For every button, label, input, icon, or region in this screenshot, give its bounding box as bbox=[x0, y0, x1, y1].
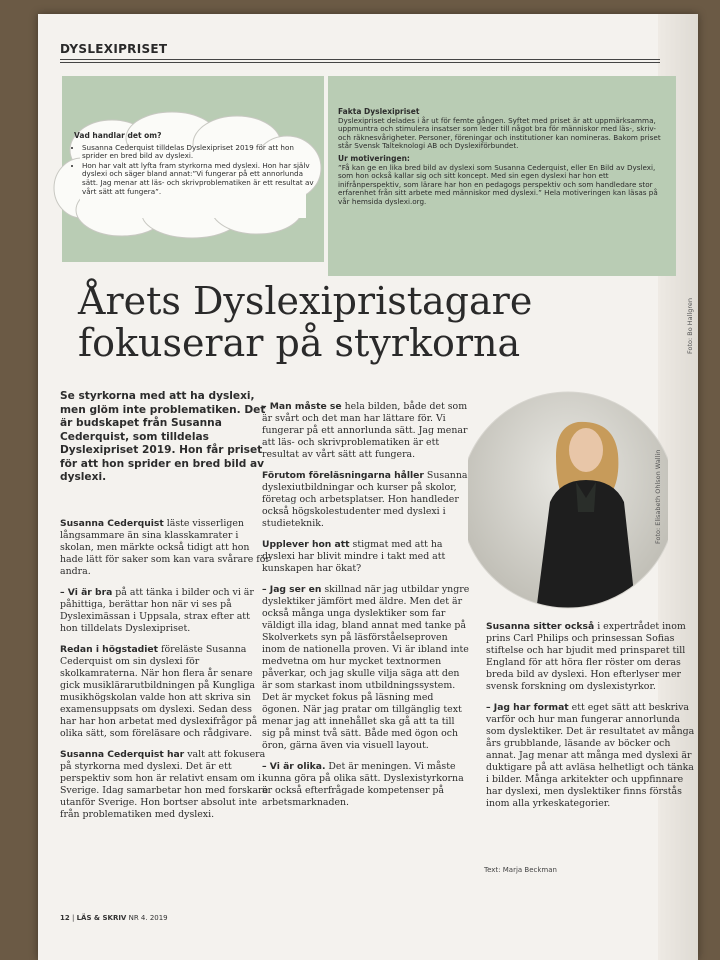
fakta-heading: Fakta Dyslexipriset bbox=[338, 107, 420, 116]
paragraph: – Man måste se hela bilden, både det som är svårt och det man har lättare för. Vi fungerar på ett annorlunda sätt. Jag menar att läs- och skrivproblematiken är ett resultat av vårt sätt att fungera. bbox=[262, 401, 468, 460]
paragraph: Upplever hon att stigmat med att ha dyslexi har blivit mindre i takt med att kunskapen har ökat? bbox=[262, 539, 446, 574]
paragraph: Susanna sitter också i expertrådet inom prins Carl Philips och prinsessan Sofias stiftelse och har bjudit med prinsparet till England för att höra fler röster om deras breda bild av dyslexi. Hon efterlyser mer svensk forskning om dyslexistyrkor. bbox=[486, 621, 686, 692]
section-tag: DYSLEXIPRISET bbox=[60, 42, 168, 56]
magazine-page bbox=[38, 14, 698, 960]
cloud-list bbox=[74, 144, 314, 197]
paragraph: Susanna Cederquist läste visserligen långsammare än sina klasskamrater i skolan, men märkte också tidigt att hon hade lätt för saker som kan vara svårare för andra. bbox=[60, 518, 270, 577]
column-2 bbox=[262, 401, 470, 818]
motivering-heading: Ur motiveringen: bbox=[338, 153, 410, 163]
cloud-text bbox=[74, 132, 314, 197]
fakta-box bbox=[338, 108, 668, 211]
cloud-bullet: • Susanna Cederquist tilldelas Dyslexipriset 2019 för att hon sprider en bred bild av dyslexi. bbox=[82, 144, 314, 161]
page-number: 12 bbox=[60, 914, 70, 922]
paragraph: Redan i högstadiet föreläste Susanna Cederquist om sin dyslexi för skolkamraterna. När hon flera år senare gick musiklärarutbildningen på Kungliga musikhögskolan valde hon att skriva sin examensuppsats om dyslexi. Sedan dess har har hon arbetat med dyslexifrågor på olika sätt, som föreläsare och rådgivare. bbox=[60, 644, 258, 739]
headline bbox=[78, 280, 638, 364]
issue-label: NR 4. 2019 bbox=[128, 914, 168, 922]
photo-credit: Foto: Elisabeth Ohlson Wallin bbox=[654, 449, 662, 544]
section-rule-2 bbox=[60, 62, 660, 63]
headline-line-1: Årets Dyslexipristagare bbox=[78, 279, 533, 323]
fakta-text: Dyslexipriset delades i år ut för femte gången. Syftet med priset är att uppmärksamma, uppmuntra och stimulera insatser som leder till något bra för människor med läs-, skriv- och räknesvårigheter. Personer, föreningar och institutioner kan nomineras. Bakom priset står Svensk Talteknologi AB och Dyslexiförbundet. bbox=[338, 115, 661, 151]
portrait-image bbox=[468, 382, 668, 618]
paragraph: Förutom föreläsningarna håller Susanna dyslexiutbildningar och kurser på skolor, företag och arbetsplatser. Hon handleder också högskolestudenter med dyslexi i studieteknik. bbox=[262, 470, 468, 529]
paragraph: – Vi är bra på att tänka i bilder och vi är påhittiga, berättar hon när vi ses på Dysleximässan i Uppsala, strax efter att hon tilldelats Dyslexipriset. bbox=[60, 587, 254, 634]
column-1 bbox=[60, 518, 270, 830]
paragraph: – Vi är olika. Det är meningen. Vi måste kunna göra på olika sätt. Dyslexistyrkorna är också efterfrågade kompetenser på arbetsmarknaden. bbox=[262, 761, 464, 808]
ingress: Se styrkorna med att ha dyslexi, men glöm inte problematiken. Det är budskapet från Susanna Cederquist, som tilldelas Dyslexipriset 2019. Hon får priset för att hon sprider en bred bild av dyslexi. bbox=[60, 390, 266, 483]
motivering-text: ”Få kan ge en lika bred bild av dyslexi som Susanna Cederquist, eller En Bild av Dyslexi, som hon också kallar sig och sitt koncept. Med sin egen dyslexi har hon ett inifrånperspektiv, som lärare har hon en pedagogs perspektiv och som handledare stor erfarenhet från sitt arbete med människor med dyslexi.” Hela motiveringen kan läsas på vår hemsida dyslexi.org. bbox=[338, 162, 658, 206]
paragraph: – Jag har format ett eget sätt att beskriva varför och hur man fungerar annorlunda som dyslektiker. Det är resultatet av många års grubblande, läsande av böcker och annat. Jag menar att många med dyslexi är duktigare på att avläsa helhetligt och tänka i bilder. Många arkitekter och uppfinnare har dyslexi, men dyslektiker finns förstås inom alla yrkeskategorier. bbox=[486, 702, 695, 809]
headline-line-2: fokuserar på styrkorna bbox=[78, 321, 521, 365]
column-3 bbox=[486, 621, 696, 819]
side-photo-credit: Foto: Bo Hallgren bbox=[686, 297, 694, 354]
text-credit: Text: Marja Beckman bbox=[484, 866, 557, 874]
paragraph: – Jag ser en skillnad när jag utbildar yngre dyslektiker jämfört med äldre. Men det är också många unga dyslektiker som far väldigt illa idag, bland annat med tanke på Skolverkets syn på läsförståelseproven inom de nationella proven. Vi är ibland inte medvetna om hur mycket textnormen påverkar, och jag skulle vilja säga att den är som starkast inom utbildningssystem. Det är mycket fokus på läsning med ögonen. När jag pratar om tillgänglig text menar jag att innehållet ska gå att ta till sig på minst två sätt. Både med ögon och öron, gärna även via visuell layout. bbox=[262, 584, 470, 751]
section-rule bbox=[60, 59, 660, 60]
cloud-bullet: • Hon har valt att lyfta fram styrkorna med dyslexi. Hon har själv dyslexi och säger bland annat:”Vi fungerar på ett annorlunda sätt. Jag menar att läs- och skrivproblematiken är ett resultat av vårt sätt att fungera”. bbox=[82, 162, 314, 196]
page-footer: 12 | LÄS & SKRIV NR 4. 2019 bbox=[60, 914, 168, 922]
portrait-photo bbox=[468, 382, 668, 618]
paragraph: Susanna Cederquist har valt att fokusera på styrkorna med dyslexi. Det är ett perspektiv som hon är relativt ensam om i Sverige. Idag samarbetar hon med forskare utanför Sverige. Hon bortser absolut inte från problematiken med dyslexi. bbox=[60, 749, 269, 820]
cloud-heading: Vad handlar det om? bbox=[74, 131, 162, 140]
magazine-name: LÄS & SKRIV bbox=[76, 914, 127, 922]
